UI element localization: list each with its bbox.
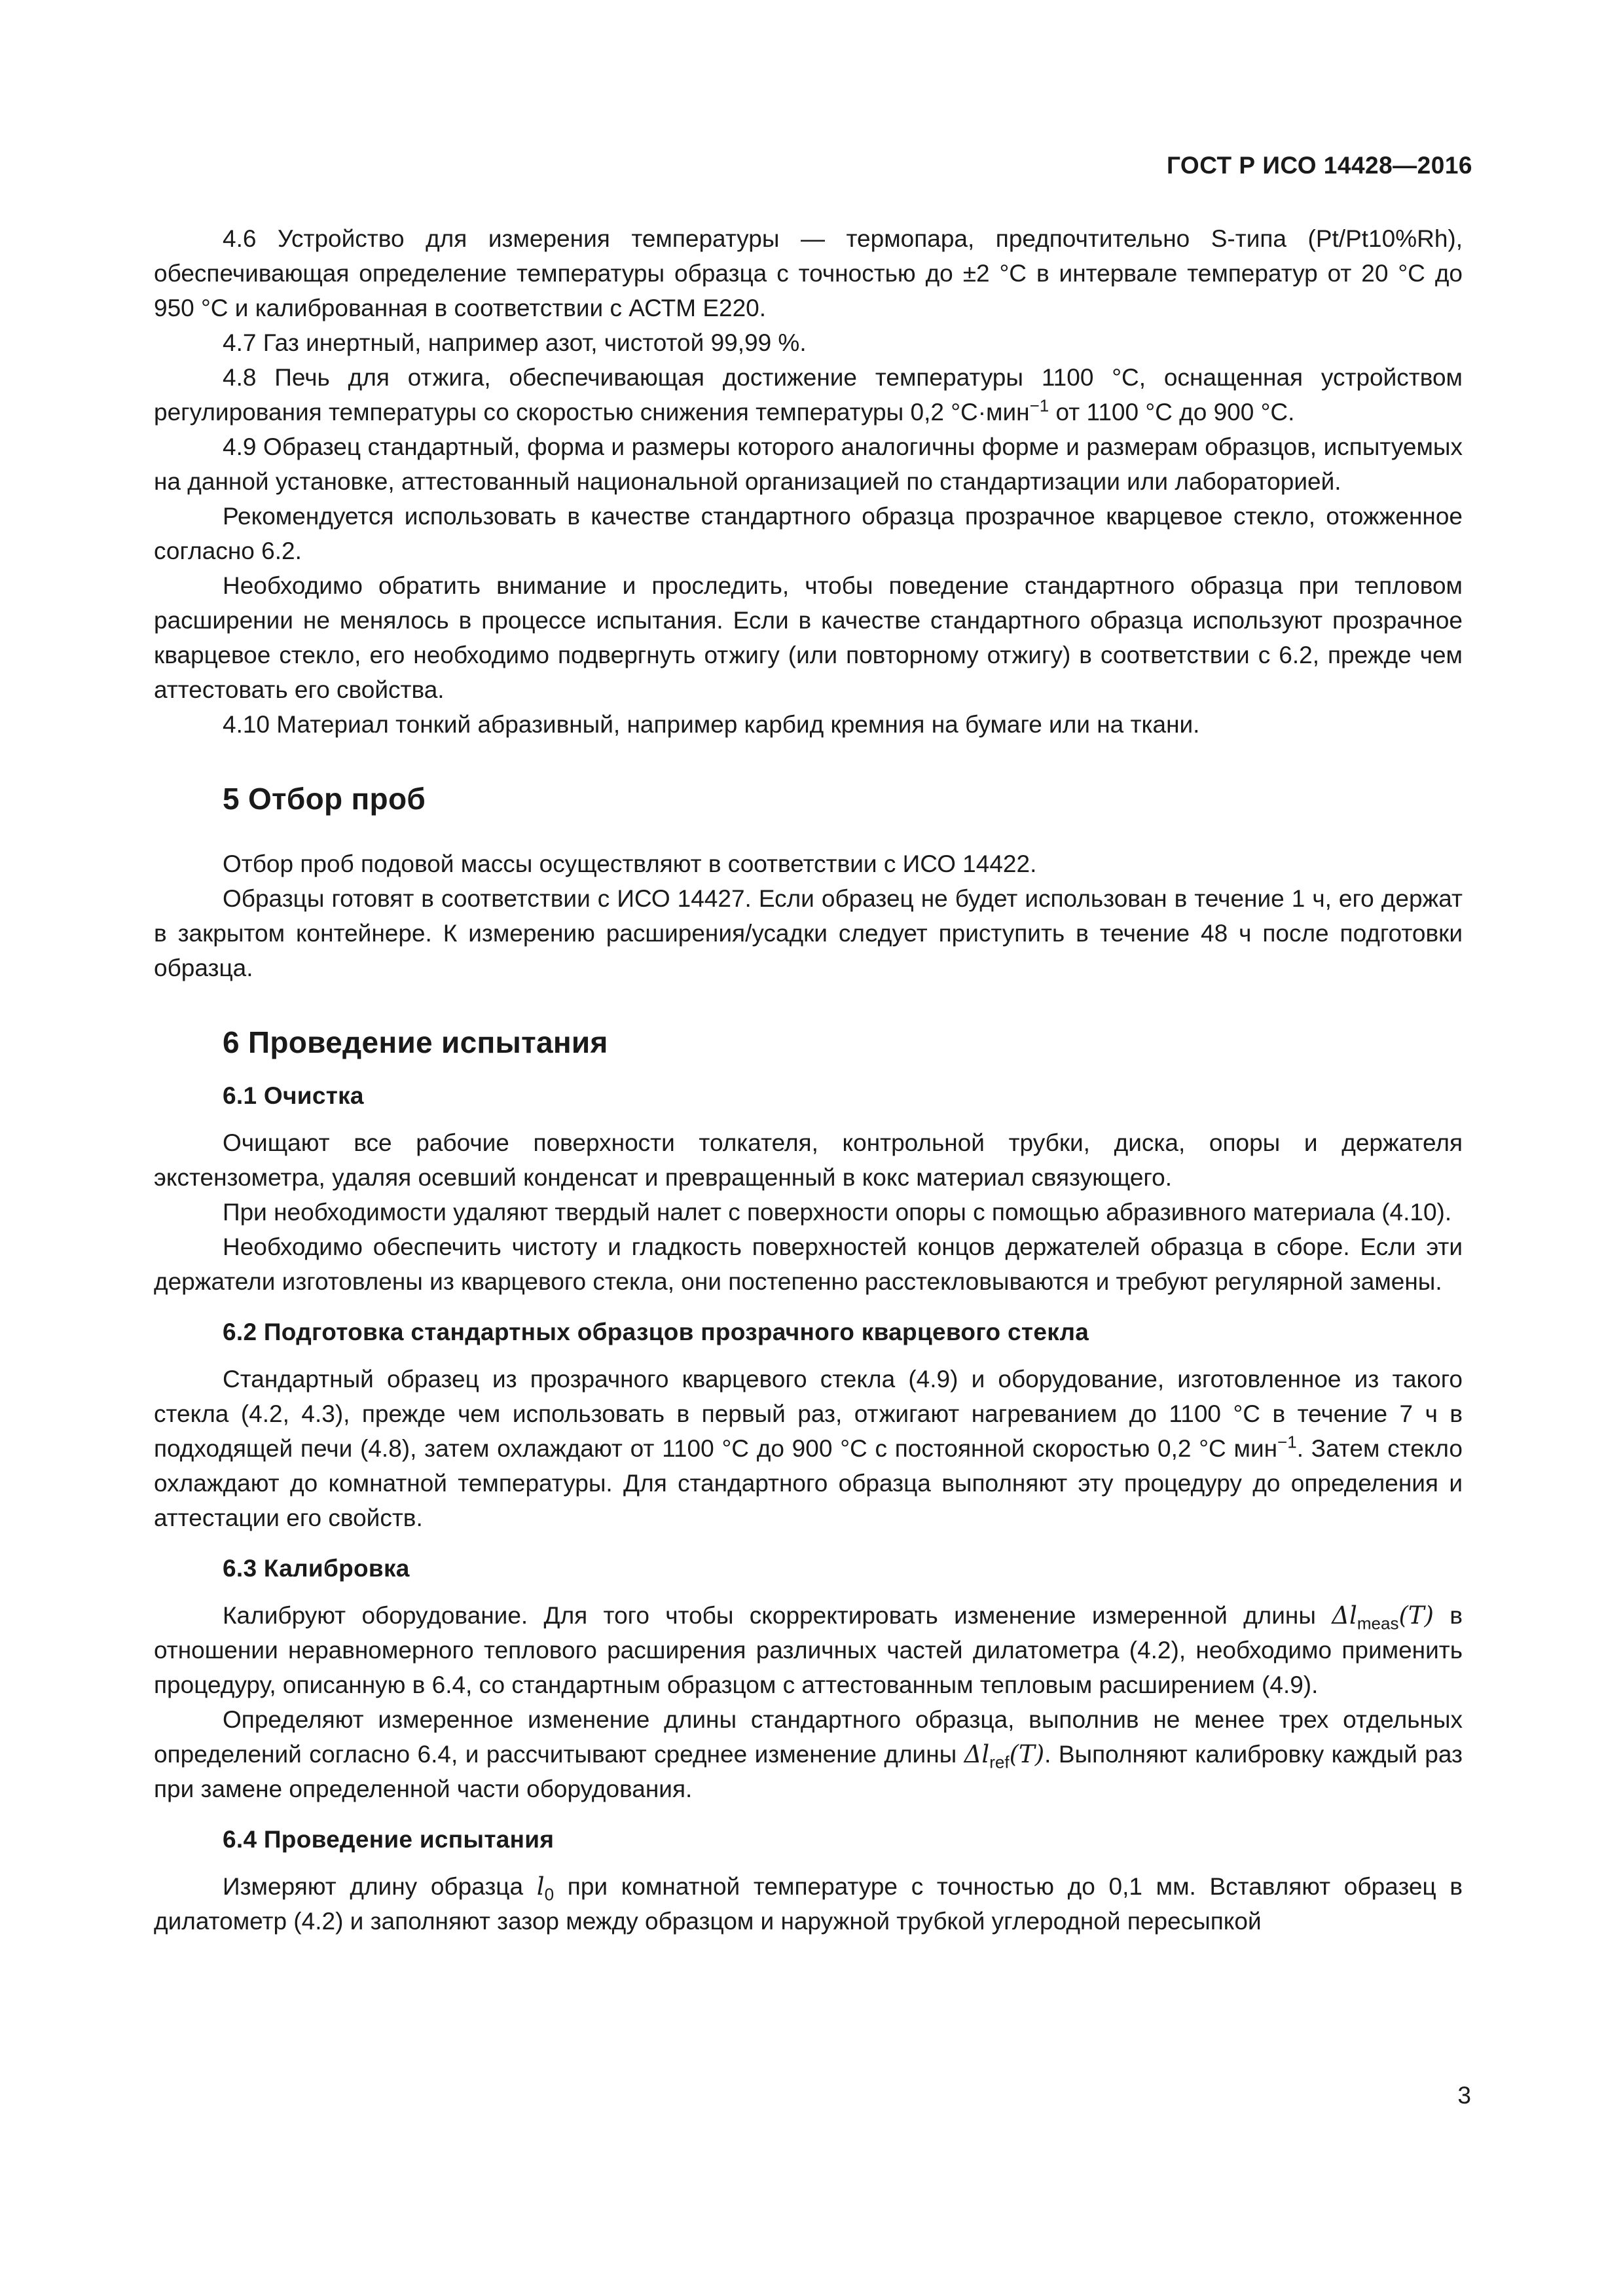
p48-text: 4.8 Печь для отжига, обеспечивающая достижение температуры 1100 °С, оснащенная устройством регулирования температуры со скоростью снижения температуры 0,2 °С·мин xyxy=(154,364,1463,426)
s64-paragraph xyxy=(154,1869,1463,1939)
s63-p2-tail: . Выполняют калибровку каждый раз при замене определенной части оборудования. xyxy=(154,1741,1463,1802)
s63-p1-tail: в отношении неравномерного теплового расширения различных частей дилатометра (4.2), необходимо применить процедуру, описанную в 6.4, со стандартным образцом с аттестованным тепловым расширением (4.9). xyxy=(154,1602,1463,1698)
s61-paragraph-2: При необходимости удаляют твердый налет с поверхности опоры с помощью абразивного материала (4.10). xyxy=(223,1199,1452,1226)
s64-subscript: 0 xyxy=(544,1884,555,1904)
s63-paragraph-1 xyxy=(154,1598,1463,1702)
s63-p2-text: Определяют измеренное изменение длины стандартного образца, выполнив не менее трех отдельных определений согласно 6.4, и рассчитывают среднее изменение длины xyxy=(154,1706,1463,1768)
paragraph-4-6: 4.6 Устройство для измерения температуры — термопара, предпочтительно S-типа (Pt/Pt10%Rh), обеспечивающая определение температуры образца с точностью до ±2 °С в интервале температур от 20 °С до 950 °С и калиброванная в соответствии с АСТМ Е220. xyxy=(154,225,1463,321)
s63-p2-subscript: ref xyxy=(989,1752,1010,1772)
s64-text: Измеряют длину образца xyxy=(223,1873,537,1900)
s62-tail: . Затем стекло охлаждают до комнатной температуры. Для стандартного образца выполняют эту процедуру до определения и аттестации его свойств. xyxy=(154,1435,1463,1531)
paragraph-4-9: 4.9 Образец стандартный, форма и размеры которого аналогичны форме и размерам образцов, испытуемых на данной установке, аттестованный национальной организацией по стандартизации или лабораторией. xyxy=(154,433,1463,495)
section-5-paragraph-1: Отбор проб подовой массы осуществляют в соответствии с ИСО 14422. xyxy=(223,850,1037,877)
s62-sup: −1 xyxy=(1277,1432,1297,1452)
subsection-6-3-heading: 6.3 Калибровка xyxy=(223,1555,410,1582)
subsection-6-2-heading: 6.2 Подготовка стандартных образцов прозрачного кварцевого стекла xyxy=(223,1319,1089,1345)
paragraph-attention: Необходимо обратить внимание и проследить, чтобы поведение стандартного образца при тепловом расширении не менялось в процессе испытания. Если в качестве стандартного образца используют прозрачное кварцевое стекло, его необходимо подвергнуть отжигу (или повторному отжигу) в соответствии с 6.2, прежде чем аттестовать его свойства. xyxy=(154,572,1463,703)
s63-paragraph-2 xyxy=(154,1702,1463,1806)
subsection-6-4-heading: 6.4 Проведение испытания xyxy=(223,1826,555,1853)
s63-p1-symbol: Δl xyxy=(1332,1601,1357,1630)
section-5-paragraph-2: Образцы готовят в соответствии с ИСО 14427. Если образец не будет использован в течение 1 ч, его держат в закрытом контейнере. К измерению расширения/усадки следует приступить в течение 48 ч после подготовки образца. xyxy=(154,885,1463,981)
s62-text: Стандартный образец из прозрачного кварцевого стекла (4.9) и оборудование, изготовленное из такого стекла (4.2, 4.3), прежде чем использовать в первый раз, отжигают нагреванием до 1100 °С в течение 7 ч в подходящей печи (4.8), затем охлаждают от 1100 °С до 900 °С с постоянной скоростью 0,2 °С мин xyxy=(154,1366,1463,1462)
s63-p2-symbol: Δl xyxy=(964,1740,990,1768)
p48-tail: от 1100 °С до 900 °С. xyxy=(1049,399,1295,426)
paragraph-recommendation: Рекомендуется использовать в качестве стандартного образца прозрачное кварцевое стекло, отожженное согласно 6.2. xyxy=(154,503,1463,564)
s62-paragraph xyxy=(154,1362,1463,1535)
subsection-6-1-heading: 6.1 Очистка xyxy=(223,1082,364,1109)
s63-p2-arg: (T) xyxy=(1009,1740,1045,1768)
p48-sup: −1 xyxy=(1029,395,1049,416)
s61-paragraph-1: Очищают все рабочие поверхности толкателя, контрольной трубки, диска, опоры и держателя экстензометра, удаляя осевший конденсат и превращенный в кокс материал связующего. xyxy=(154,1129,1463,1191)
section-5-heading: 5 Отбор проб xyxy=(223,782,426,816)
document-code-header: ГОСТ Р ИСО 14428—2016 xyxy=(1166,152,1472,179)
s61-paragraph-3: Необходимо обеспечить чистоту и гладкость поверхностей концов держателей образца в сборе. Если эти держатели изготовлены из кварцевого стекла, они постепенно расстекловываются и требуют регулярной замены. xyxy=(154,1233,1463,1295)
page-number: 3 xyxy=(1457,2082,1471,2109)
document-body xyxy=(154,221,1463,1939)
paragraph-4-7: 4.7 Газ инертный, например азот, чистотой 99,99 %. xyxy=(223,329,807,356)
s63-p1-text: Калибруют оборудование. Для того чтобы скорректировать изменение измеренной длины xyxy=(223,1602,1332,1629)
s63-p1-arg: (T) xyxy=(1398,1601,1434,1630)
s64-tail: при комнатной температуре с точностью до 0,1 мм. Вставляют образец в дилатометр (4.2) и заполняют зазор между образцом и наружной трубкой углеродной пересыпкой xyxy=(154,1873,1463,1935)
s64-symbol: l xyxy=(536,1872,545,1901)
s63-p1-subscript: meas xyxy=(1357,1613,1399,1633)
section-6-heading: 6 Проведение испытания xyxy=(223,1025,608,1059)
paragraph-4-8 xyxy=(154,360,1463,429)
paragraph-4-10: 4.10 Материал тонкий абразивный, например карбид кремния на бумаге или на ткани. xyxy=(223,711,1200,738)
